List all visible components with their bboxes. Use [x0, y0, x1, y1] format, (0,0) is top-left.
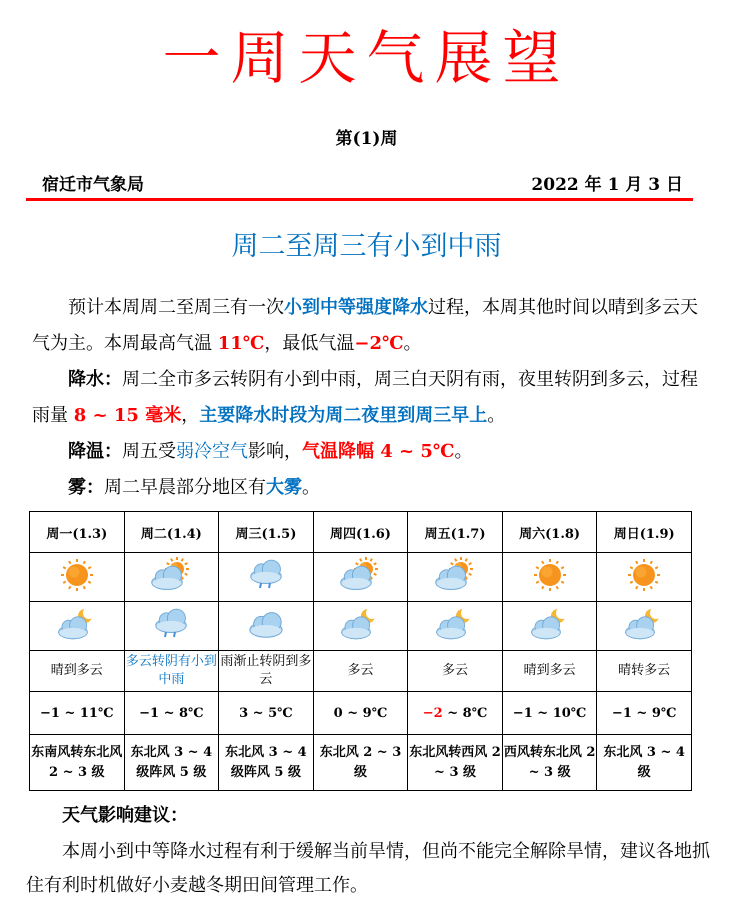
- temp-max: ~ 10℃: [537, 705, 587, 721]
- rain-text: 。: [487, 405, 506, 426]
- summary-text: 过程，本周其他时间以晴到多云天气为主。本周最高气温: [32, 297, 698, 354]
- weather-description: 晴到多云: [30, 651, 125, 692]
- min-temp: −2℃: [354, 333, 404, 354]
- rain-cloud-icon: [149, 604, 193, 644]
- temp-drop: 气温降幅 4 ~ 5℃: [302, 441, 455, 462]
- day-icon-cell: [30, 553, 125, 602]
- fog-text: 。: [302, 477, 320, 498]
- header-divider: [26, 198, 693, 201]
- rain-cloud-icon: [244, 555, 288, 595]
- temperature-range: [408, 692, 503, 735]
- temperature-range: [30, 692, 125, 735]
- rain-paragraph: [32, 362, 700, 434]
- day-icon-cell: [597, 553, 692, 602]
- cloud-icon: [244, 604, 288, 644]
- day-label: 周四(1.6): [313, 512, 408, 553]
- night-icon-cell: [313, 602, 408, 651]
- partly-cloudy-night-icon: [55, 604, 99, 644]
- wind-info: 东北风 3 ~ 4 级阵风 5 级: [219, 735, 314, 791]
- forecast-table: [29, 511, 692, 791]
- cooling-label: 降温：: [68, 441, 122, 462]
- rain-amount: 8 ~ 15 毫米: [73, 405, 182, 426]
- fog-paragraph: [32, 470, 700, 506]
- summary-highlight: 小到中等强度降水: [284, 297, 428, 318]
- rain-text: ，: [181, 405, 200, 426]
- temp-min: −1: [39, 705, 60, 721]
- wind-info: 西风转东北风 2 ~ 3 级: [502, 735, 597, 791]
- wind-info: 东北风 3 ~ 4 级: [597, 735, 692, 791]
- temp-min: −2: [422, 705, 443, 721]
- night-icon-cell: [502, 602, 597, 651]
- temp-min: 0: [333, 705, 343, 721]
- day-label: 周日(1.9): [597, 512, 692, 553]
- weather-description: 多云转阴有小到中雨: [124, 651, 219, 692]
- cooling-paragraph: [32, 434, 700, 470]
- partly-cloudy-night-icon: [338, 604, 382, 644]
- night-icon-cell: [408, 602, 503, 651]
- day-icon-cell: [124, 553, 219, 602]
- summary-paragraph: [32, 290, 700, 362]
- cooling-text: 周五受: [122, 441, 176, 462]
- night-icon-cell: [597, 602, 692, 651]
- temp-min: −1: [139, 705, 160, 721]
- day-icon-cell: [502, 553, 597, 602]
- day-icon-cell: [219, 553, 314, 602]
- night-icon-cell: [124, 602, 219, 651]
- summary-text: 。: [403, 333, 422, 354]
- temp-min: −1: [512, 705, 533, 721]
- day-label: 周一(1.3): [30, 512, 125, 553]
- sunny-icon: [55, 555, 99, 595]
- fog-label: 雾：: [68, 477, 104, 498]
- temp-max: ~ 5℃: [252, 705, 293, 721]
- temp-min: −1: [611, 705, 632, 721]
- cooling-text: 。: [454, 441, 473, 462]
- temperature-range: [313, 692, 408, 735]
- partly-cloudy-night-icon: [433, 604, 477, 644]
- partly-cloudy-night-icon: [528, 604, 572, 644]
- summary-text: ，最低气温: [264, 333, 355, 354]
- fog-highlight: 大雾: [266, 477, 302, 498]
- temp-max: ~ 8℃: [163, 705, 204, 721]
- advice-title: 天气影响建议：: [62, 805, 188, 826]
- temp-max: ~ 9℃: [347, 705, 388, 721]
- wind-info: 东北风转西风 2 ~ 3 级: [408, 735, 503, 791]
- temperature-range: [502, 692, 597, 735]
- headline: 周二至周三有小到中雨: [231, 231, 502, 262]
- weather-description: 雨渐止转阴到多云: [219, 651, 314, 692]
- rain-period: 主要降水时段为周二夜里到周三早上: [199, 405, 488, 426]
- issue-date: 2022 年 1 月 3 日: [531, 175, 683, 195]
- cold-air-highlight: 弱冷空气: [176, 441, 248, 462]
- day-label: 周二(1.4): [124, 512, 219, 553]
- fog-text: 周二早晨部分地区有: [104, 477, 266, 498]
- day-label: 周三(1.5): [219, 512, 314, 553]
- max-temp: 11℃: [217, 333, 265, 354]
- weather-description: 多云: [313, 651, 408, 692]
- weather-description: 晴到多云: [502, 651, 597, 692]
- wind-info: 东北风 2 ~ 3 级: [313, 735, 408, 791]
- wind-info: 东南风转东北风 2 ~ 3 级: [30, 735, 125, 791]
- cloudy-sun-icon: [338, 555, 382, 595]
- partly-cloudy-night-icon: [622, 604, 666, 644]
- weather-description: 多云: [408, 651, 503, 692]
- temperature-range: [124, 692, 219, 735]
- page-title: 一周天气展望: [162, 24, 571, 92]
- summary-text: 预计本周周二至周三有一次: [68, 297, 284, 318]
- cooling-text: 影响，: [248, 441, 302, 462]
- temperature-range: [219, 692, 314, 735]
- cloudy-sun-icon: [149, 555, 193, 595]
- weather-description: 晴转多云: [597, 651, 692, 692]
- rain-text: 周二全市多云转阴有小到中雨，周三白天阴有雨，夜里转阴到多云，过程雨量: [32, 369, 698, 426]
- issuing-organization: 宿迁市气象局: [42, 175, 144, 195]
- temp-min: 3: [239, 705, 249, 721]
- day-label: 周五(1.7): [408, 512, 503, 553]
- rain-label: 降水：: [68, 369, 122, 390]
- wind-info: 东北风 3 ~ 4 级阵风 5 级: [124, 735, 219, 791]
- temp-max: ~ 8℃: [447, 705, 488, 721]
- sunny-icon: [622, 555, 666, 595]
- night-icon-cell: [30, 602, 125, 651]
- day-icon-cell: [313, 553, 408, 602]
- temperature-range: [597, 692, 692, 735]
- advice-text: 本周小到中等降水过程有利于缓解当前旱情，但尚不能完全解除旱情，建议各地抓住有利时机做好小麦越冬期田间管理工作。: [26, 841, 710, 896]
- temp-max: ~ 11℃: [64, 705, 114, 721]
- night-icon-cell: [219, 602, 314, 651]
- day-label: 周六(1.8): [502, 512, 597, 553]
- temp-max: ~ 9℃: [636, 705, 677, 721]
- day-icon-cell: [408, 553, 503, 602]
- sunny-icon: [528, 555, 572, 595]
- issue-number: 第(1)周: [335, 129, 398, 149]
- cloudy-sun-icon: [433, 555, 477, 595]
